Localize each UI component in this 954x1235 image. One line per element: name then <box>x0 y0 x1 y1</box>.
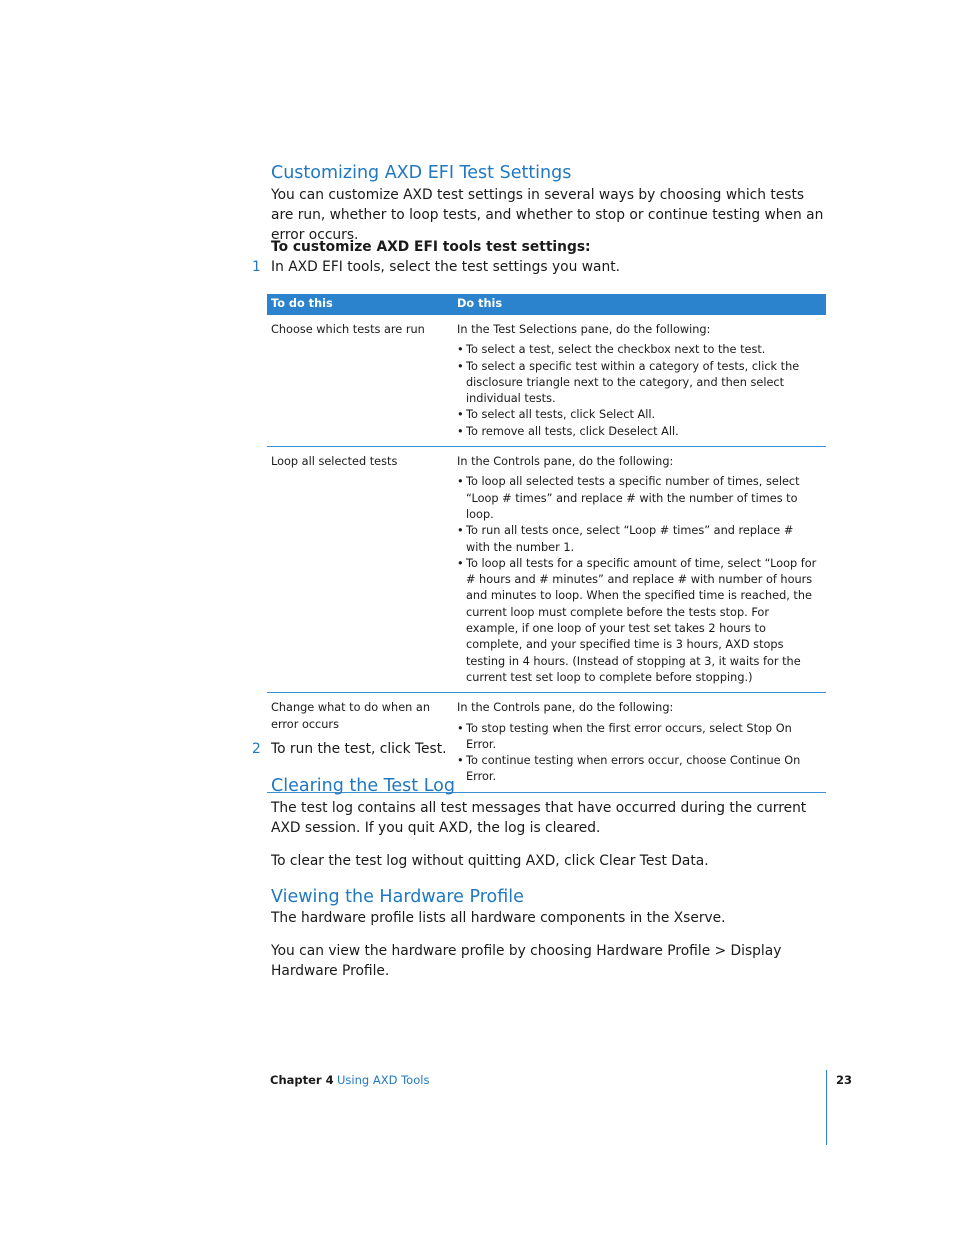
section-heading-hardware-profile: Viewing the Hardware Profile <box>271 887 524 907</box>
footer-chapter: Chapter 4 <box>270 1073 334 1087</box>
step-text: In AXD EFI tools, select the test settings you want. <box>271 259 620 275</box>
footer-divider <box>826 1070 827 1145</box>
bullet-list <box>457 342 820 440</box>
table-row <box>267 447 826 693</box>
bullet-item: • To stop testing when the first error occurs, select Stop On Error. <box>457 721 820 754</box>
bullet-list <box>457 474 820 686</box>
row-action-intro: In the Test Selections pane, do the following: <box>457 323 711 336</box>
bullet-item: • To run all tests once, select “Loop # times” and replace # with the number 1. <box>457 523 820 556</box>
bullet-item: • To continue testing when errors occur, choose Continue On Error. <box>457 753 820 786</box>
row-action-intro: In the Controls pane, do the following: <box>457 701 674 715</box>
paragraph: The hardware profile lists all hardware components in the Xserve. <box>271 910 726 926</box>
paragraph: The test log contains all test messages that have occurred during the current AXD session. If you quit AXD, the log is cleared. <box>271 800 807 836</box>
column-header-action: Do this <box>457 297 503 310</box>
bullet-list <box>457 721 820 786</box>
bullet-item: • To select all tests, click Select All. <box>457 407 820 423</box>
step-number: 2 <box>252 741 261 757</box>
bullet-item: • To loop all tests for a specific amount of time, select “Loop for # hours and # minutes” and replace # with number of hours and minutes to loop. When the specified time is reached, the current loop must complete before the tests stop. For example, if one loop of your test set takes 2 hours to complete, and your specified time is 3 hours, AXD stops testing in 4 hours. (Instead of stopping at 3, it waits for the current test set loop to complete before stopping.) <box>457 556 820 686</box>
bullet-item: • To loop all selected tests a specific number of times, select “Loop # times” and replace # with the number of times to loop. <box>457 474 820 523</box>
footer-chapter-title: Using AXD Tools <box>337 1073 430 1087</box>
procedure-lead: To customize AXD EFI tools test settings: <box>271 239 591 255</box>
paragraph: To clear the test log without quitting AXD, click Clear Test Data. <box>271 853 709 869</box>
table-row <box>267 315 826 447</box>
settings-table <box>267 294 826 793</box>
section-heading-clearing: Clearing the Test Log <box>271 776 455 796</box>
intro-paragraph: You can customize AXD test settings in several ways by choosing which tests are run, whether to loop tests, and whether to stop or continue testing when an error occurs. <box>271 187 824 243</box>
row-action <box>457 447 826 692</box>
step-text: To run the test, click Test. <box>271 741 447 757</box>
bullet-item: • To remove all tests, click Deselect All. <box>457 424 820 440</box>
row-task: Change what to do when an error occurs <box>271 701 430 731</box>
row-task: Choose which tests are run <box>271 323 425 336</box>
row-action-intro: In the Controls pane, do the following: <box>457 455 674 469</box>
table-header <box>267 294 826 315</box>
paragraph: You can view the hardware profile by choosing Hardware Profile > Display Hardware Profile. <box>271 943 782 979</box>
row-task: Loop all selected tests <box>271 455 398 469</box>
step-number: 1 <box>252 259 261 275</box>
page-number: 23 <box>836 1073 853 1087</box>
bullet-item: • To select a test, select the checkbox next to the test. <box>457 342 820 358</box>
bullet-item: • To select a specific test within a category of tests, click the disclosure triangle next to the category, and then select individual tests. <box>457 359 820 408</box>
row-action <box>457 693 826 791</box>
column-header-task: To do this <box>271 297 333 310</box>
section-heading-customizing: Customizing AXD EFI Test Settings <box>271 163 572 183</box>
row-action <box>457 315 826 446</box>
